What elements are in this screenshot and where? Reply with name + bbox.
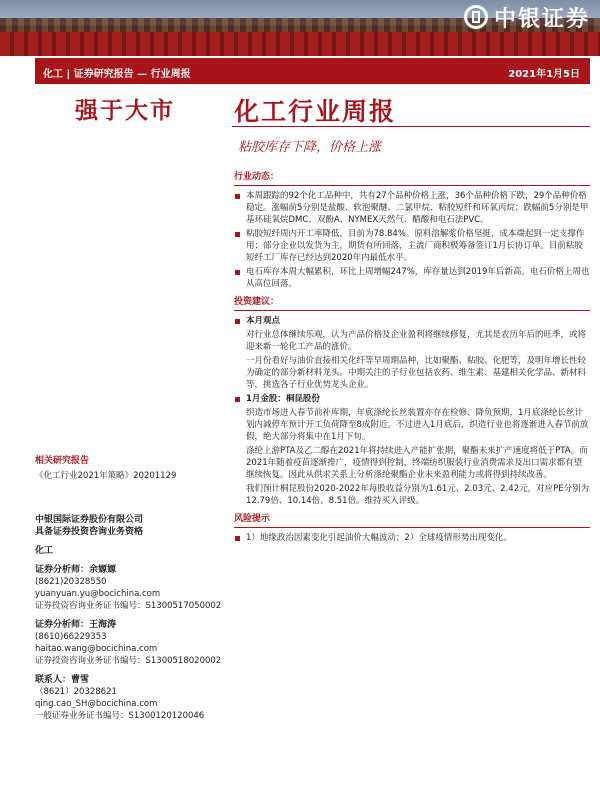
- analyst-title: 证券分析师：王海涛: [35, 620, 117, 630]
- risk-bullet: 1）地缘政治因素变化引起油价大幅波动；2）全球疫情形势出现变化。: [234, 532, 590, 544]
- rating-slogan: 强于大市: [75, 97, 175, 124]
- news-bullet: 电石库存本周大幅累积，环比上周增幅247%，库存量达到2019年后新高。电石价格上周也从高位回落。: [234, 266, 590, 290]
- news-bullet: 本周跟踪的92个化工品种中，共有27个品种价格上涨，36个品种价格下跌，29个品种价格稳定。涨幅前5分别是盐酸、软泡聚醚、二氯甲烷、粘胶短纤和环氧丙烷；跌幅前5分别是甲基环硅氧烷DMC、双酚A、NYMEX天然气、醋酸和电石法PVC。: [234, 190, 590, 226]
- section-divider: [234, 185, 590, 186]
- contact-cert: 一般证券业务证书编号：S1300120120046: [35, 711, 205, 721]
- company-name: 中银国际证券股份有限公司: [35, 515, 144, 525]
- analyst-phone: (8610)66229353: [35, 632, 107, 642]
- analyst-phone: (8621)20328550: [35, 577, 107, 587]
- company-qualification: 具备证券投资咨询业务资格: [35, 527, 144, 537]
- report-category: 化工 | 证券研究报告 — 行业周报: [43, 69, 191, 80]
- banner-pillars-decoration: [0, 32, 600, 56]
- analyst-email: haitao.wang@bocichina.com: [35, 644, 158, 654]
- related-reports-heading: 相关研究报告: [35, 456, 90, 466]
- monthly-view-heading: 本月观点: [234, 315, 590, 327]
- contact-title: 联系人：曹雪: [35, 675, 90, 685]
- related-report-item: 《化工行业2021年策略》20201129: [35, 471, 177, 481]
- analyst-cert: 证券投资咨询业务证书编号：S1300518020002: [35, 656, 222, 666]
- industry-news-heading: 行业动态：: [234, 172, 280, 182]
- golden-stock-paragraph: 涤纶上游PTA及乙二醇在2021年将持续进入产能扩张期，聚酯未来扩产速度将低于PTA。而2021年随着疫苗逐渐推广，疫情得到控制，终端纺织服装行业消费需求及出口需求都有望继续恢复。因此从供求关系上分析涤纶聚酯企业未来盈利能力或将得到持续改善。: [246, 446, 588, 480]
- golden-stock-paragraph: 织造市场进入春节前补库期，年底涤纶长丝装置亦存在检修、降负预期，1月底涤纶长丝计划内减停车预计开工负荷降至8成附近。不过进入1月底后，织造行业也将逐渐进入春节前放假，绝大部分将集中在1月下旬。: [246, 408, 589, 442]
- section-divider: [234, 310, 590, 311]
- report-date: 2021年1月5日: [508, 69, 580, 80]
- contact-phone: （8621）20328621: [35, 687, 117, 697]
- investment-advice-heading: 投资建议：: [234, 297, 280, 307]
- monthly-view-paragraph: 一月份看好与油价直接相关化纤等早周期品种，比如聚酯、粘胶、化肥等，及明年增长性较为确定的部分新材料龙头。中期关注的子行业包括农药、维生素、基建相关化学品、新材料等，挑选各子行业优势龙头企业。: [246, 356, 587, 390]
- risk-heading: 风险提示: [234, 514, 271, 524]
- analyst-email: yuanyuan.yu@bocichina.com: [35, 589, 161, 599]
- report-info-bar: [35, 58, 590, 84]
- main-content: [234, 165, 590, 546]
- logo-text: 中银证券: [493, 5, 590, 32]
- news-bullet: 粘胶短纤周内开工率降低，目前为78.84%。原料溶解浆价格坚挺，成本端起到一定支撑作用；部分企业以发货为主，期货有所回落，主流厂商积极筹备签订1月长协订单。目前粘胶短纤工厂库存已经达到2020年内最低水平。: [234, 228, 590, 264]
- contact-block: [35, 674, 225, 722]
- sector-label: 化工: [35, 546, 54, 556]
- analyst-cert: 证券投资咨询业务证书编号：S1300517050002: [35, 601, 222, 611]
- page-title: 化工行业周报: [234, 97, 397, 126]
- analyst-block: [35, 619, 225, 667]
- header-banner: [0, 0, 600, 56]
- analyst-block: [35, 564, 225, 612]
- golden-stock-heading: 1月金股：桐昆股份: [234, 393, 590, 405]
- contact-email: qing.cao_SH@bocichina.com: [35, 699, 158, 709]
- bank-logo-icon: [464, 5, 488, 29]
- monthly-view-paragraph: 对行业总体继续乐观，认为产品价格及企业盈利将继续修复，尤其是农历年后的旺季，或将迎来新一轮化工产品的涨价。: [246, 330, 587, 352]
- analyst-title: 证券分析师：余嫄嫄: [35, 565, 117, 575]
- golden-stock-paragraph: 我们预计桐昆股份2020-2022年每股收益分别为1.61元、2.03元、2.42元，对应PE分别为12.79倍、10.14倍、8.51倍。维持买入评级。: [246, 484, 590, 506]
- sidebar: [35, 455, 225, 722]
- section-divider: [234, 527, 590, 528]
- title-divider: [232, 126, 590, 127]
- page-subtitle: 粘胶库存下降，价格上涨: [238, 140, 382, 155]
- company-logo: [464, 2, 590, 32]
